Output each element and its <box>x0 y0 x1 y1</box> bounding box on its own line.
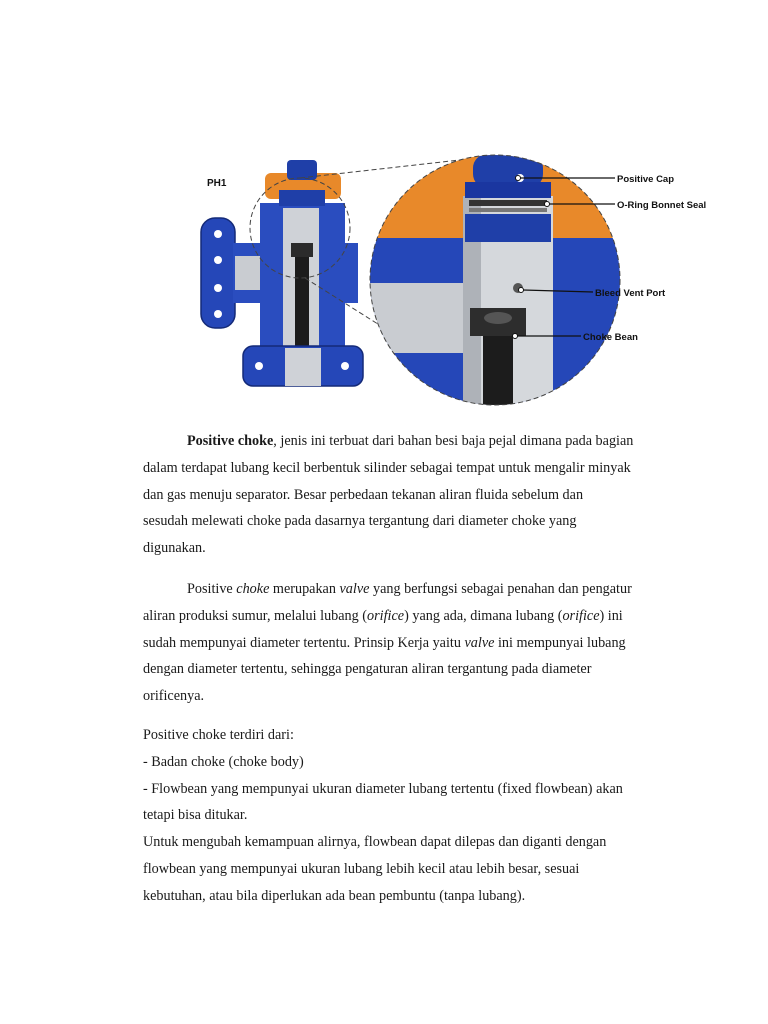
para1-bold-term: Positive choke <box>187 433 274 449</box>
para1-line4: sesudah melewati choke pada dasarnya tergantung dari diameter choke yang <box>143 513 577 530</box>
choke-valve-illustration <box>195 148 715 410</box>
text-run: yang berfungsi sebagai penahan dan pengatur <box>369 581 632 597</box>
italic-term: orifice <box>562 607 600 624</box>
figure-title: PH1 <box>207 178 227 189</box>
text-run: ) ini <box>599 607 623 624</box>
para1-line1 <box>143 428 663 455</box>
para1-line5: digunakan. <box>143 540 206 557</box>
list-item: - Badan choke (choke body) <box>143 753 304 770</box>
callout-choke-bean: Choke Bean <box>583 332 638 343</box>
para2-line5: orificenya. <box>143 688 205 705</box>
text-run: Positive <box>187 581 237 597</box>
text-run: ) yang ada, dimana lubang ( <box>404 607 563 624</box>
para1-line2: dalam terdapat lubang kecil berbentuk silinder sebagai tempat untuk mengalir minyak <box>143 459 631 476</box>
list-item-continued: tetapi bisa ditukar. <box>143 807 248 824</box>
para1-line1-text: , jenis ini terbuat dari bahan besi baja pejal dimana pada bagian <box>273 433 634 449</box>
components-list <box>143 722 663 910</box>
para2-line2 <box>143 603 663 630</box>
text-run: merupakan <box>269 581 340 597</box>
list-item: - Flowbean yang mempunyai ukuran diameter lubang tertentu (fixed flowbean) akan <box>143 780 623 797</box>
text-run: sudah mempunyai diameter tertentu. Prinsip Kerja yaitu <box>143 634 465 651</box>
para1-line3: dan gas menuju separator. Besar perbedaan tekanan aliran fluida sebelum dan <box>143 486 584 503</box>
text-run: ini mempunyai lubang <box>494 634 626 651</box>
callout-positive-cap: Positive Cap <box>617 174 675 185</box>
list-note-line: flowbean yang mempunyai ukuran lubang lebih kecil atau lebih besar, sesuai <box>143 860 580 877</box>
paragraph-positive-choke <box>143 428 663 562</box>
list-heading: Positive choke terdiri dari: <box>143 727 294 743</box>
italic-term: orifice <box>367 607 405 624</box>
text-run: aliran produksi sumur, melalui lubang ( <box>143 607 368 624</box>
para2-line1 <box>143 576 663 603</box>
list-note-line: kebutuhan, atau bila diperlukan ada bean pembuntu (tanpa lubang). <box>143 887 526 904</box>
italic-term: valve <box>339 581 370 597</box>
valve-detail <box>365 148 625 410</box>
paragraph-choke-valve <box>143 576 663 710</box>
choke-valve-figure <box>195 148 715 410</box>
para2-line4: dengan diameter tertentu, sehingga pengaturan aliran tergantung pada diameter <box>143 661 592 678</box>
callout-oring-seal: O-Ring Bonnet Seal <box>617 200 707 211</box>
callout-bleed-vent: Bleed Vent Port <box>595 288 666 299</box>
italic-term: choke <box>236 581 270 597</box>
italic-term: valve <box>464 634 495 651</box>
list-note-line: Untuk mengubah kemampuan alirnya, flowbean dapat dilepas dan diganti dengan <box>143 834 607 851</box>
para2-line3 <box>143 630 663 657</box>
